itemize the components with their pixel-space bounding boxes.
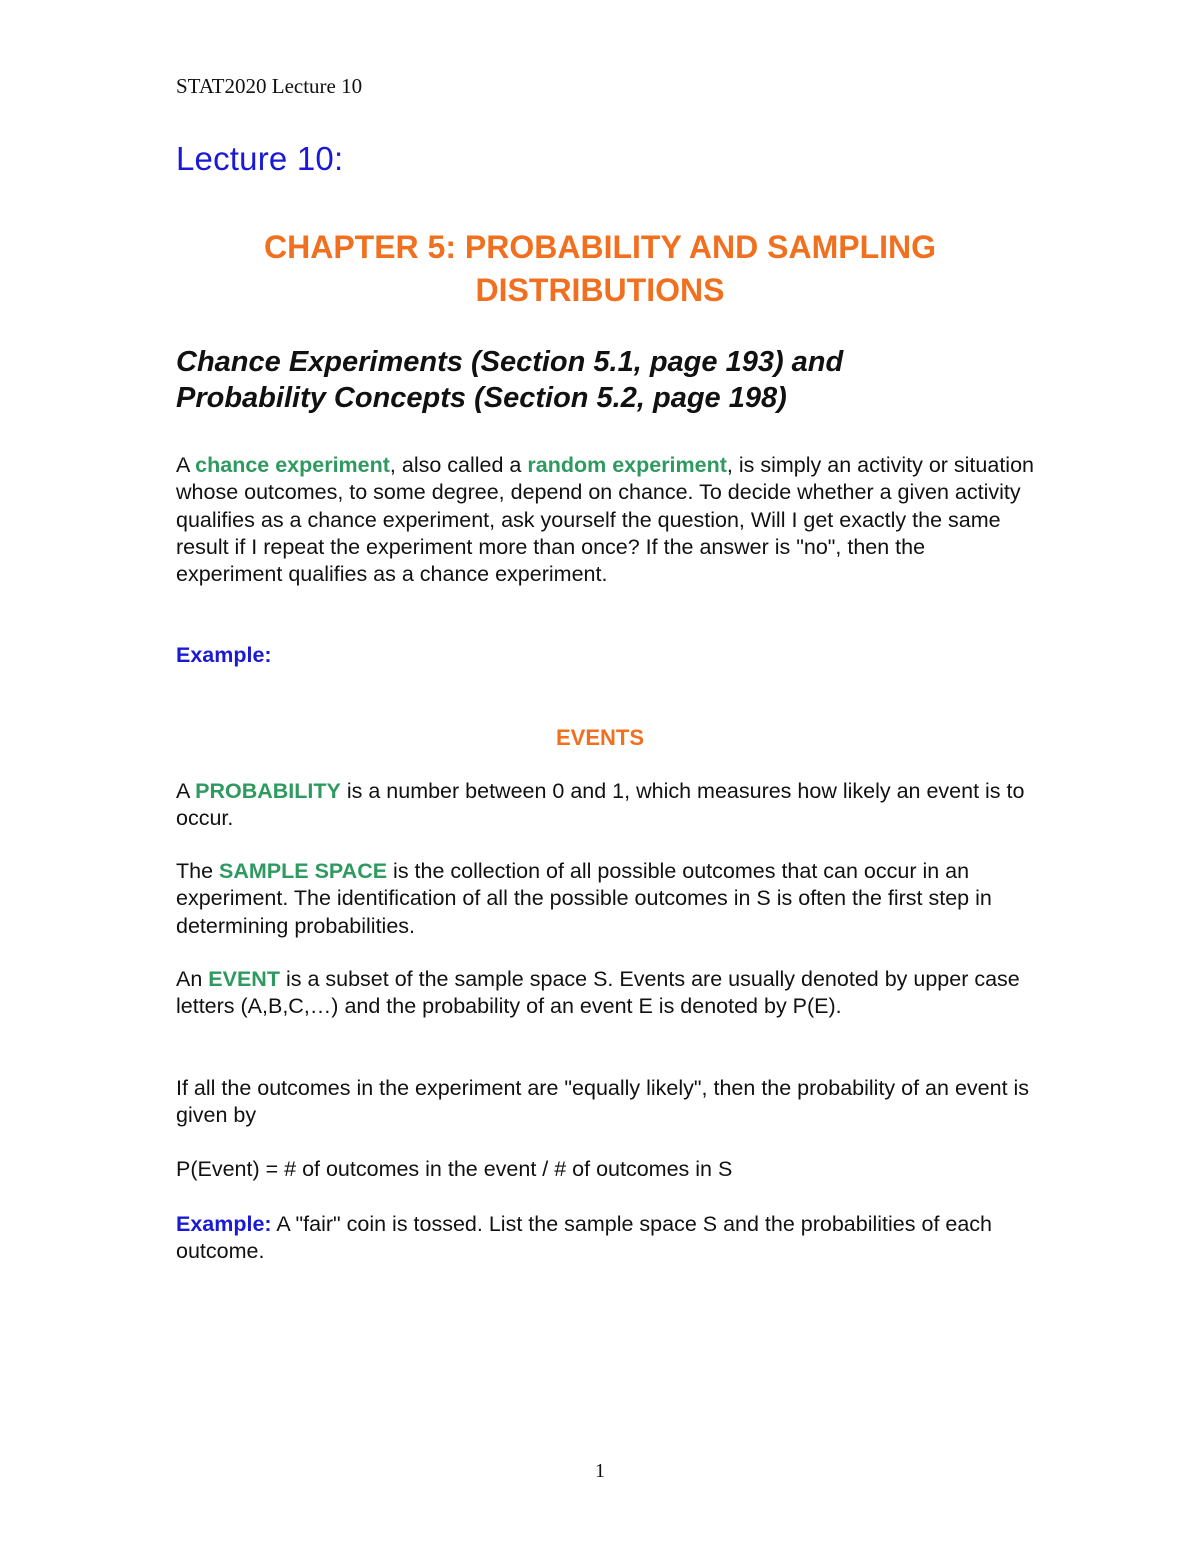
chance-experiment-paragraph — [176, 452, 1036, 588]
term-event: EVENT — [208, 967, 280, 991]
example-2-text: A "fair" coin is tossed. List the sample space S and the probabilities of each outcome. — [176, 1212, 993, 1264]
events-heading: EVENTS — [555, 725, 645, 750]
probability-paragraph — [176, 778, 1036, 833]
section-heading-line-2: Probability Concepts (Section 5.2, page 198) — [176, 382, 787, 414]
probability-formula: P(Event) = # of outcomes in the event / # of outcomes in S — [176, 1157, 733, 1181]
chance-prefix: A — [176, 453, 196, 477]
probability-rest: is a number between 0 and 1, which measures how likely an event is to occur. — [176, 779, 1025, 831]
section-heading-line-1: Chance Experiments (Section 5.1, page 193) and — [176, 346, 844, 378]
term-random-experiment: random experiment — [527, 453, 727, 477]
chance-rest: , is simply an activity or situation whose outcomes, to some degree, depend on chance. To decide whether a given activity qualifies as a chance experiment, ask yourself the question, Will I get exactly the same result if I repeat the experiment more than once? If the answer is "no", then the experiment qualifies as a chance experiment. — [176, 453, 1034, 587]
term-sample-space: SAMPLE SPACE — [219, 859, 388, 883]
event-paragraph — [176, 966, 1036, 1021]
term-probability: PROBABILITY — [195, 779, 341, 803]
example-1 — [176, 642, 1036, 669]
lecture-title: Lecture 10: — [176, 140, 344, 177]
term-chance-experiment: chance experiment — [195, 453, 390, 477]
chapter-title: CHAPTER 5: PROBABILITY AND SAMPLING DISTRIBUTIONS — [263, 229, 937, 308]
sample-space-prefix: The — [176, 859, 220, 883]
probability-prefix: A — [176, 779, 196, 803]
example-2 — [176, 1211, 1036, 1266]
sample-space-paragraph — [176, 858, 1036, 940]
section-heading — [176, 344, 1036, 416]
event-rest: is a subset of the sample space S. Events are usually denoted by upper case letters (A,B,C,…) and the probability of an event E is denoted by P(E). — [176, 967, 1020, 1019]
sample-space-rest: is the collection of all possible outcomes that can occur in an experiment. The identification of all the possible outcomes in S is often the first step in determining probabilities. — [176, 859, 992, 938]
equally-likely-paragraph: If all the outcomes in the experiment are "equally likely", then the probability of an event is given by — [176, 1076, 1030, 1128]
running-header: STAT2020 Lecture 10 — [176, 74, 363, 98]
chance-middle: , also called a — [389, 453, 528, 477]
example-2-label: Example: — [176, 1212, 272, 1236]
page-number: 1 — [595, 1460, 605, 1482]
example-1-label: Example: — [176, 643, 272, 667]
event-prefix: An — [176, 967, 209, 991]
